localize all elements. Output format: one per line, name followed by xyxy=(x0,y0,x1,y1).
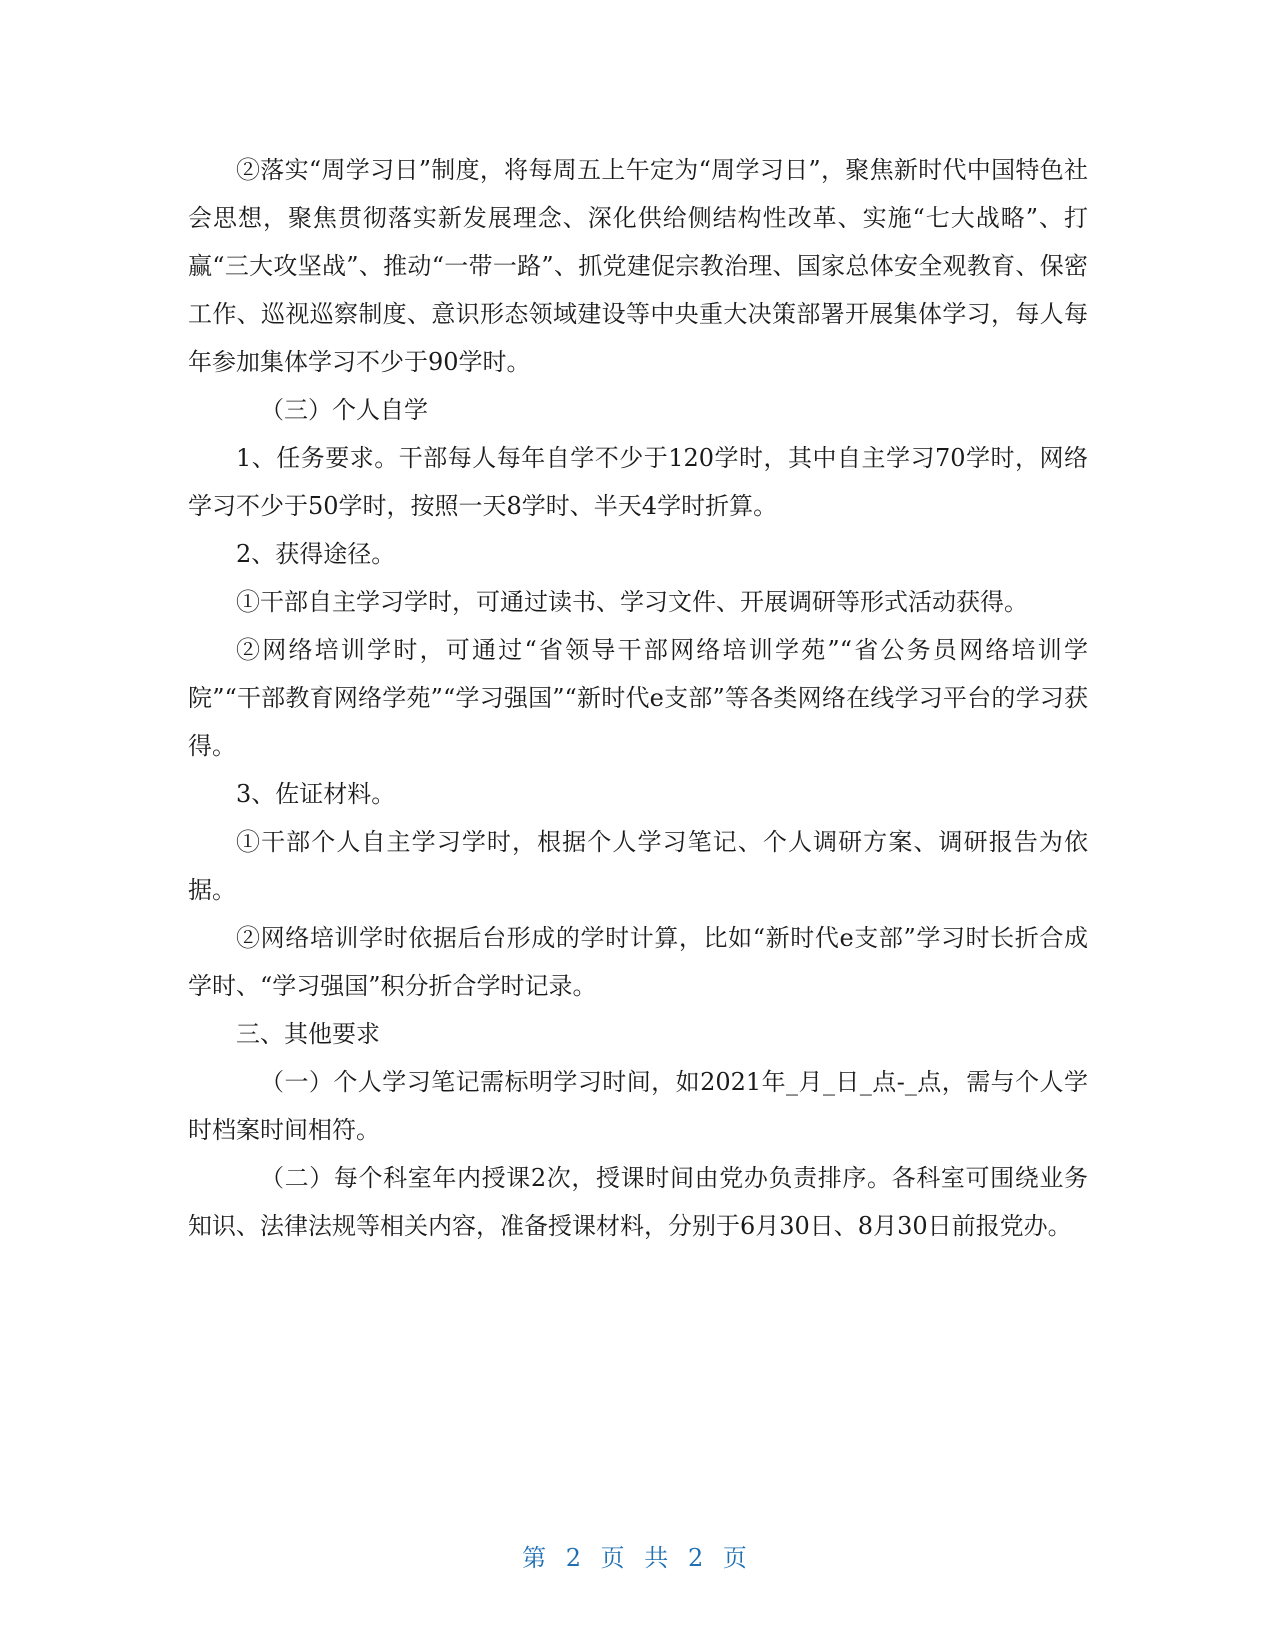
paragraph-acquisition-methods: 2、获得途径。 xyxy=(236,540,396,568)
page-number-footer: 第 2 页 共 2 页 xyxy=(522,1544,753,1572)
document-body xyxy=(188,146,1088,1250)
paragraph-lecture-requirement: （二）每个科室年内授课2次，授课时间由党办负责排序。各科室可围绕业务知识、法律法规等相关内容，准备授课材料，分别于6月30日、8月30日前报党办。 xyxy=(188,1164,1088,1240)
paragraph-supporting-materials: 3、佐证材料。 xyxy=(236,780,396,808)
paragraph-task-requirements: 1、任务要求。干部每人每年自学不少于120学时，其中自主学习70学时，网络学习不少于50学时，按照一天8学时、半天4学时折算。 xyxy=(188,444,1088,520)
heading-other-requirements: 三、其他要求 xyxy=(236,1020,380,1048)
paragraph-self-study-evidence: ①干部个人自主学习学时，根据个人学习笔记、个人调研方案、调研报告为依据。 xyxy=(188,828,1088,904)
paragraph-weekly-study-day: ②落实“周学习日”制度，将每周五上午定为“周学习日”，聚焦新时代中国特色社会思想，聚焦贯彻落实新发展理念、深化供给侧结构性改革、实施“七大战略”、打赢“三大攻坚战”、推动“一带一路”、抓党建促宗教治理、国家总体安全观教育、保密工作、巡视巡察制度、意识形态领域建设等中央重大决策部署开展集体学习，每人每年参加集体学习不少于90学时。 xyxy=(188,156,1088,376)
paragraph-online-training-hours: ②网络培训学时，可通过“省领导干部网络培训学苑”“省公务员网络培训学院”“干部教育网络学苑”“学习强国”“新时代e支部”等各类网络在线学习平台的学习获得。 xyxy=(188,636,1088,760)
paragraph-study-notes-requirement: （一）个人学习笔记需标明学习时间，如2021年_月_日_点-_点，需与个人学时档案时间相符。 xyxy=(188,1068,1088,1144)
paragraph-online-training-evidence: ②网络培训学时依据后台形成的学时计算，比如“新时代e支部”学习时长折合成学时、“学习强国”积分折合学时记录。 xyxy=(188,924,1088,1000)
paragraph-self-study-hours: ①干部自主学习学时，可通过读书、学习文件、开展调研等形式活动获得。 xyxy=(236,588,1028,616)
heading-personal-self-study: （三）个人自学 xyxy=(260,396,428,424)
